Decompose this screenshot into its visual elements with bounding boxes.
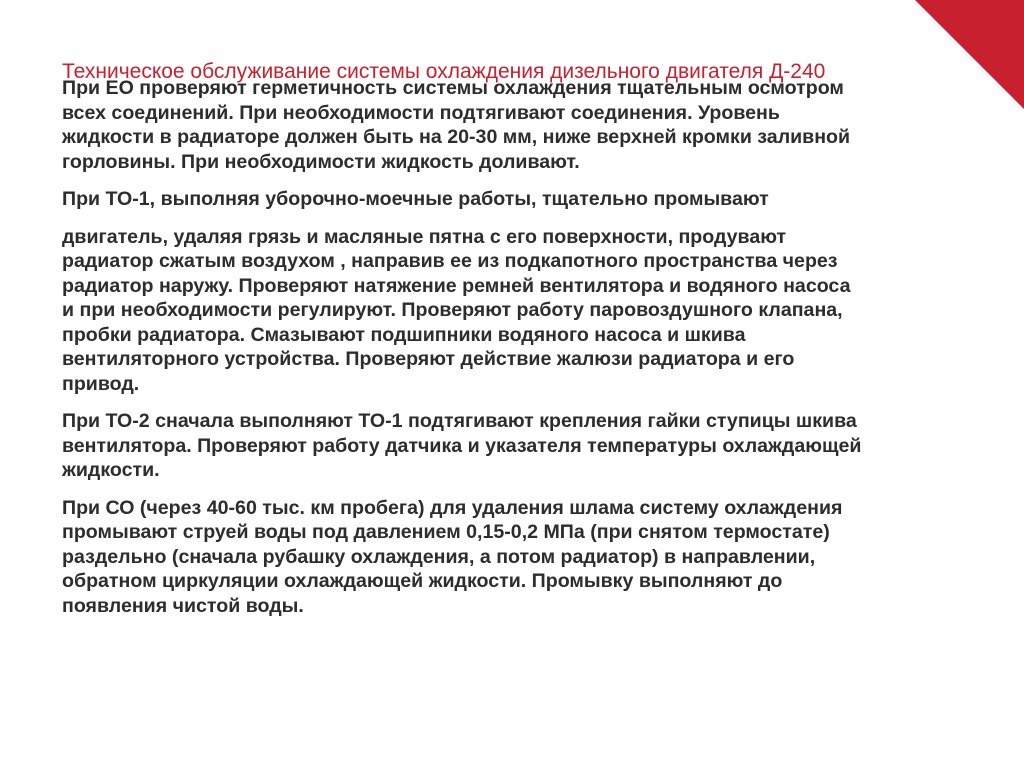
paragraph-to2: При ТО-2 сначала выполняют ТО-1 подтягивают крепления гайки ступицы шкива вентилятора. Проверяют работу датчика и указателя температуры охлаждающей жидкости. [62, 410, 862, 481]
paragraph-to1-details: двигатель, удаляя грязь и масляные пятна с его поверхности, продувают радиатор сжатым воздухом , направив ее из подкапотного пространства через радиатор наружу. Проверяют натяжение ремней вентилятора и водяного насоса и при необходимости регулируют. Проверяют работу паровоздушного клапана, пробки радиатора. Смазывают подшипники водяного насоса и шкива вентиляторного устройства. Проверяют действие жалюзи радиатора и его привод. [62, 225, 851, 395]
paragraph-to1-intro: При ТО-1, выполняя уборочно-моечные работы, тщательно промывают [62, 188, 769, 210]
paragraph-so: При СО (через 40-60 тыс. км пробега) для удаления шлама систему охлаждения промывают струей воды под давлением 0,15-0,2 МПа (при снятом термостате) раздельно (сначала рубашку охлаждения, а потом радиатор) в направлении, обратном циркуляции охлаждающей жидкости. Промывку выполняют до появления чистой воды. [62, 496, 843, 617]
paragraph-eo: При ЕО проверяют герметичность системы охлаждения тщательным осмотром всех соединений. При необходимости подтягивают соединения. Уровень жидкости в радиаторе должен быть на 20-30 мм, ниже верхней кромки заливной горловины. При необходимости жидкость доливают. [62, 77, 851, 173]
slide-title: Техническое обслуживание системы охлаждения дизельного двигателя Д-240 [62, 60, 826, 83]
slide-body [62, 76, 862, 631]
